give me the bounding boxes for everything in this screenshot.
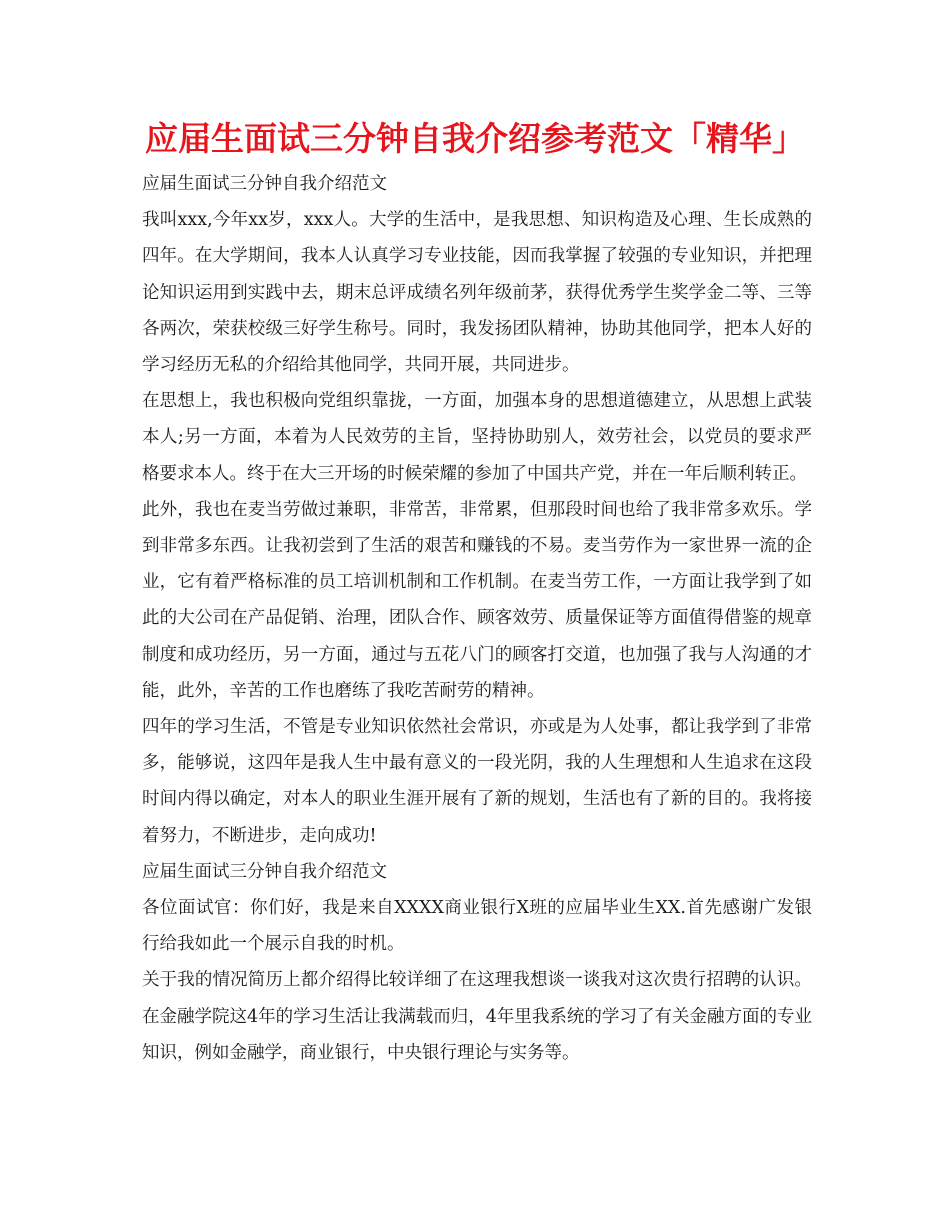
body-paragraph-4: 四年的学习生活，不管是专业知识依然社会常识，亦或是为人处事，都让我学到了非常多，能够说，这四年是我人生中最有意义的一段光阴，我的人生理想和人生追求在这段时间内得以确定，对本人的职业生涯开展有了新的规划，生活也有了新的目的。我将接着努力，不断进步，走向成功! (142, 717, 812, 846)
section-heading-1: 应届生面试三分钟自我介绍范文 (142, 174, 387, 194)
body-paragraph-1: 我叫xxx,今年xx岁，xxx人。大学的生活中，是我思想、知识构造及心理、生长成熟的四年。在大学期间，我本人认真学习专业技能，因而我掌握了较强的专业知识，并把理论知识运用到实践中去，期末总评成绩名列年级前茅，获得优秀学生奖学金二等、三等各两次，荣获校级三好学生称号。同时，我发扬团队精神，协助其他同学，把本人好的学习经历无私的介绍给其他同学，共同开展，共同进步。 (142, 210, 812, 376)
section-heading-2: 应届生面试三分钟自我介绍范文 (142, 861, 387, 882)
body-paragraph-6: 关于我的情况简历上都介绍得比较详细了在这理我想谈一谈我对这次贵行招聘的认识。在金融学院这4年的学习生活让我满载而归，4年里我系统的学习了有关金融方面的专业知识，例如金融学，商业银行，中央银行理论与实务等。 (142, 970, 812, 1063)
document-title: 应届生面试三分钟自我介绍参考范文「精华」 (145, 119, 805, 158)
document-body (142, 166, 812, 1071)
body-paragraph-2: 在思想上，我也积极向党组织靠拢，一方面，加强本身的思想道德建立，从思想上武装本人;另一方面，本着为人民效劳的主旨，坚持协助别人，效劳社会，以党员的要求严格要求本人。终于在大三开场的时候荣耀的参加了中国共产党，并在一年后顺利转正。 (142, 391, 812, 484)
body-paragraph-3: 此外，我也在麦当劳做过兼职，非常苦，非常累，但那段时间也给了我非常多欢乐。学到非常多东西。让我初尝到了生活的艰苦和赚钱的不易。麦当劳作为一家世界一流的企业，它有着严格标准的员工培训机制和工作机制。在麦当劳工作，一方面让我学到了如此的大公司在产品促销、治理，团队合作、顾客效劳、质量保证等方面值得借鉴的规章制度和成功经历，另一方面，通过与五花八门的顾客打交道，也加强了我与人沟通的才能，此外，辛苦的工作也磨练了我吃苦耐劳的精神。 (142, 499, 812, 701)
body-paragraph-5: 各位面试官：你们好，我是来自XXXX商业银行X班的应届毕业生XX.首先感谢广发银行给我如此一个展示自我的时机。 (142, 898, 812, 955)
